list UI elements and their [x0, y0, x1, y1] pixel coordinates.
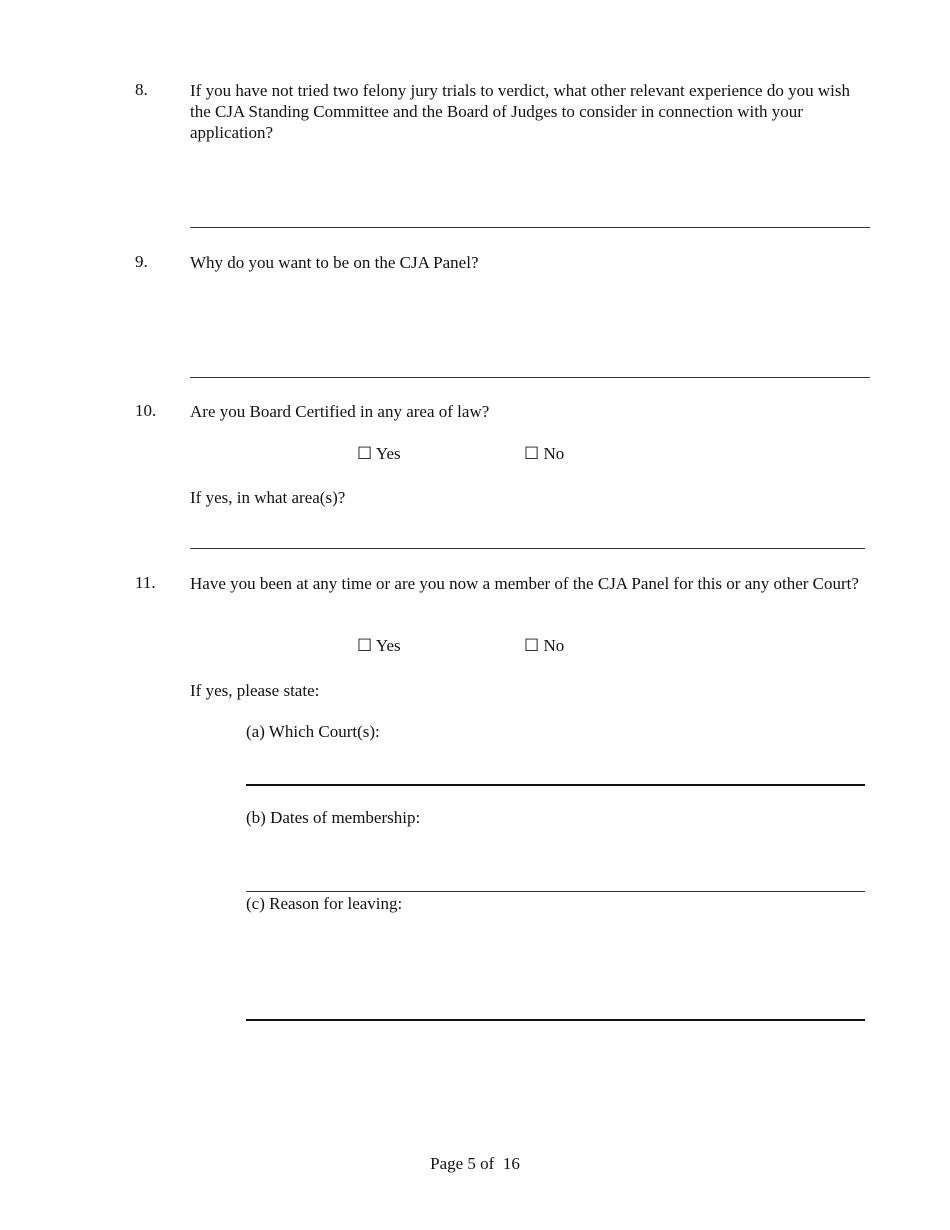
- q9-number: 9.: [135, 252, 148, 271]
- q8-number: 8.: [135, 80, 148, 99]
- checkbox-icon[interactable]: ☐: [357, 444, 373, 464]
- q11-yes-option[interactable]: [357, 636, 401, 656]
- q10-number: 10.: [135, 401, 157, 420]
- q11-yes-label: Yes: [375, 636, 401, 655]
- q10-followup: If yes, in what area(s)?: [190, 488, 346, 507]
- q11-sub-a-answer-line[interactable]: [246, 784, 865, 786]
- page-number: Page 5 of 16: [430, 1154, 520, 1173]
- q11-text: Have you been at any time or are you now a member of the CJA Panel for this or any other Court?: [190, 574, 859, 593]
- q9-answer-line[interactable]: [190, 377, 870, 378]
- q11-followup: If yes, please state:: [190, 681, 320, 700]
- checkbox-icon[interactable]: ☐: [524, 636, 540, 656]
- q11-no-option[interactable]: [524, 636, 564, 656]
- q8-answer-line[interactable]: [190, 227, 870, 228]
- q8-text: If you have not tried two felony jury trials to verdict, what other relevant experience do you wish the CJA Standing Committee and the Board of Judges to consider in connection with your application?: [190, 81, 850, 142]
- q10-answer-line[interactable]: [190, 548, 865, 549]
- q11-sub-a-label: (a) Which Court(s):: [246, 722, 380, 741]
- q11-sub-c-label: (c) Reason for leaving:: [246, 894, 403, 913]
- q11-sub-c-answer-line[interactable]: [246, 1019, 865, 1021]
- q11-sub-b-label: (b) Dates of membership:: [246, 808, 421, 827]
- q10-yes-option[interactable]: [357, 444, 401, 464]
- q11-sub-b-answer-line[interactable]: [246, 891, 865, 892]
- checkbox-icon[interactable]: ☐: [357, 636, 373, 656]
- checkbox-icon[interactable]: ☐: [524, 444, 540, 464]
- q11-no-label: No: [543, 636, 565, 655]
- q10-yes-label: Yes: [375, 444, 401, 463]
- q11-number: 11.: [135, 573, 156, 592]
- q10-no-option[interactable]: [524, 444, 564, 464]
- q9-text: Why do you want to be on the CJA Panel?: [190, 253, 479, 272]
- q10-text: Are you Board Certified in any area of law?: [190, 402, 490, 421]
- q10-no-label: No: [543, 444, 565, 463]
